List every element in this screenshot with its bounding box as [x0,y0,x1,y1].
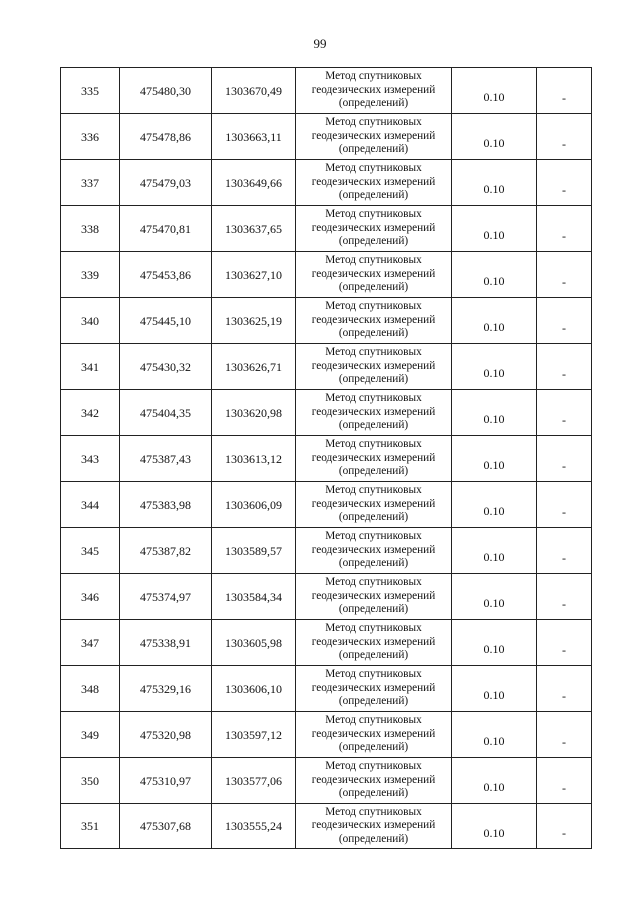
x-coordinate-cell: 475329,16 [120,666,212,712]
method-line: (определений) [338,557,409,570]
y-coordinate-cell: 1303584,34 [212,574,296,620]
method-line: геодезических измерений [311,83,436,96]
method-cell [296,528,452,574]
point-number-cell: 340 [61,298,120,344]
method-line: (определений) [338,465,409,478]
x-coordinate-cell: 475307,68 [120,804,212,849]
method-line: геодезических измерений [311,543,436,556]
coordinates-table [60,67,592,849]
method-line: Метод спутниковых [325,346,422,359]
description-cell [537,114,592,160]
accuracy-cell [452,252,537,298]
accuracy-cell-text: 0.10 [483,825,505,840]
accuracy-cell-text: 0.10 [483,780,505,794]
method-line: (определений) [338,419,409,432]
table-row [61,666,592,712]
method-line: (определений) [338,143,409,156]
description-cell [537,436,592,482]
method-line: (определений) [338,327,409,340]
description-cell [537,804,592,849]
page-number: 99 [313,36,327,51]
table-row [61,252,592,298]
method-cell [296,160,452,206]
method-line: Метод спутниковых [325,162,422,175]
method-line: Метод спутниковых [325,805,422,818]
method-line: Метод спутниковых [325,576,422,589]
accuracy-cell-text: 0.10 [483,274,505,288]
description-cell-text: - [562,504,566,519]
point-number-cell: 346 [61,574,120,620]
accuracy-cell [452,390,537,436]
x-coordinate-cell: 475383,98 [120,482,212,528]
y-coordinate-cell: 1303577,06 [212,758,296,804]
method-cell [296,344,452,390]
method-cell [296,436,452,482]
method-line: Метод спутниковых [325,70,422,83]
accuracy-cell-text: 0.10 [483,136,505,150]
method-line: геодезических измерений [311,727,436,740]
x-coordinate-cell: 475387,43 [120,436,212,482]
description-cell [537,620,592,666]
description-cell [537,160,592,206]
description-cell-text: - [562,366,566,381]
method-cell [296,758,452,804]
y-coordinate-cell: 1303663,11 [212,114,296,160]
y-coordinate-cell: 1303626,71 [212,344,296,390]
description-cell-text: - [562,136,566,151]
x-coordinate-cell: 475310,97 [120,758,212,804]
coordinates-table-body [61,68,592,849]
point-number-cell: 335 [61,68,120,114]
method-line: геодезических измерений [311,267,436,280]
point-number-cell: 349 [61,712,120,758]
accuracy-cell-text: 0.10 [483,90,505,104]
description-cell [537,528,592,574]
method-line: Метод спутниковых [325,392,422,405]
point-number-cell: 351 [61,804,120,849]
accuracy-cell [452,160,537,206]
accuracy-cell-text: 0.10 [483,642,505,656]
description-cell-text: - [562,458,566,473]
y-coordinate-cell: 1303597,12 [212,712,296,758]
table-row [61,206,592,252]
method-cell [296,298,452,344]
table-row [61,344,592,390]
y-coordinate-cell: 1303589,57 [212,528,296,574]
accuracy-cell [452,666,537,712]
description-cell [537,574,592,620]
method-cell [296,804,452,849]
x-coordinate-cell: 475387,82 [120,528,212,574]
x-coordinate-cell: 475445,10 [120,298,212,344]
x-coordinate-cell: 475453,86 [120,252,212,298]
accuracy-cell [452,758,537,804]
point-number-cell: 339 [61,252,120,298]
method-line: Метод спутниковых [325,760,422,773]
method-line: геодезических измерений [311,819,436,832]
table-row [61,712,592,758]
accuracy-cell-text: 0.10 [483,688,505,702]
method-line: Метод спутниковых [325,622,422,635]
method-line: геодезических измерений [311,221,436,234]
accuracy-cell-text: 0.10 [483,458,505,472]
method-line: геодезических измерений [311,175,436,188]
description-cell [537,344,592,390]
method-line: (определений) [338,649,409,662]
method-line: Метод спутниковых [325,208,422,221]
y-coordinate-cell: 1303606,10 [212,666,296,712]
method-cell [296,712,452,758]
description-cell [537,252,592,298]
x-coordinate-cell: 475404,35 [120,390,212,436]
accuracy-cell-text: 0.10 [483,734,505,748]
accuracy-cell [452,482,537,528]
description-cell [537,666,592,712]
point-number-cell: 341 [61,344,120,390]
table-row [61,482,592,528]
accuracy-cell [452,206,537,252]
table-row [61,620,592,666]
method-cell [296,390,452,436]
description-cell-text: - [562,780,566,795]
accuracy-cell [452,298,537,344]
method-line: Метод спутниковых [325,254,422,267]
method-line: Метод спутниковых [325,438,422,451]
table-row [61,114,592,160]
method-cell [296,206,452,252]
point-number-cell: 348 [61,666,120,712]
method-line: (определений) [338,787,409,800]
x-coordinate-cell: 475480,30 [120,68,212,114]
method-cell [296,482,452,528]
x-coordinate-cell: 475470,81 [120,206,212,252]
method-line: геодезических измерений [311,589,436,602]
point-number-cell: 337 [61,160,120,206]
point-number-cell: 336 [61,114,120,160]
accuracy-cell [452,114,537,160]
method-cell [296,574,452,620]
method-line: геодезических измерений [311,635,436,648]
description-cell-text: - [562,90,566,105]
accuracy-cell-text: 0.10 [483,550,505,564]
method-line: геодезических измерений [311,681,436,694]
method-cell [296,666,452,712]
description-cell-text: - [562,550,566,565]
method-line: геодезических измерений [311,359,436,372]
y-coordinate-cell: 1303625,19 [212,298,296,344]
description-cell [537,482,592,528]
accuracy-cell-text: 0.10 [483,182,505,196]
method-line: (определений) [338,741,409,754]
accuracy-cell [452,804,537,849]
accuracy-cell [452,68,537,114]
description-cell [537,298,592,344]
method-cell [296,114,452,160]
method-cell [296,252,452,298]
x-coordinate-cell: 475479,03 [120,160,212,206]
method-line: (определений) [338,189,409,202]
description-cell-text: - [562,412,566,427]
description-cell [537,712,592,758]
accuracy-cell-text: 0.10 [483,366,505,380]
point-number-cell: 344 [61,482,120,528]
accuracy-cell [452,436,537,482]
method-line: геодезических измерений [311,773,436,786]
description-cell-text: - [562,228,566,243]
x-coordinate-cell: 475338,91 [120,620,212,666]
description-cell-text: - [562,734,566,749]
description-cell-text: - [562,596,566,611]
accuracy-cell-text: 0.10 [483,228,505,242]
table-row [61,298,592,344]
description-cell [537,206,592,252]
method-line: геодезических измерений [311,405,436,418]
method-line: (определений) [338,832,409,845]
y-coordinate-cell: 1303606,09 [212,482,296,528]
point-number-cell: 345 [61,528,120,574]
y-coordinate-cell: 1303670,49 [212,68,296,114]
method-line: геодезических измерений [311,451,436,464]
method-line: Метод спутниковых [325,714,422,727]
description-cell-text: - [562,320,566,335]
y-coordinate-cell: 1303613,12 [212,436,296,482]
table-row [61,390,592,436]
method-line: геодезических измерений [311,497,436,510]
point-number-cell: 350 [61,758,120,804]
description-cell [537,390,592,436]
x-coordinate-cell: 475374,97 [120,574,212,620]
method-line: (определений) [338,603,409,616]
accuracy-cell-text: 0.10 [483,596,505,610]
method-line: Метод спутниковых [325,484,422,497]
method-line: Метод спутниковых [325,300,422,313]
method-line: Метод спутниковых [325,530,422,543]
description-cell-text: - [562,642,566,657]
x-coordinate-cell: 475430,32 [120,344,212,390]
description-cell-text: - [562,182,566,197]
method-line: Метод спутниковых [325,116,422,129]
accuracy-cell [452,712,537,758]
point-number-cell: 343 [61,436,120,482]
method-line: геодезических измерений [311,129,436,142]
accuracy-cell [452,574,537,620]
description-cell-text: - [562,274,566,289]
accuracy-cell-text: 0.10 [483,504,505,518]
table-row [61,68,592,114]
x-coordinate-cell: 475478,86 [120,114,212,160]
method-cell [296,68,452,114]
method-line: (определений) [338,281,409,294]
y-coordinate-cell: 1303555,24 [212,804,296,849]
method-line: (определений) [338,97,409,110]
table-row [61,758,592,804]
y-coordinate-cell: 1303620,98 [212,390,296,436]
table-row [61,436,592,482]
y-coordinate-cell: 1303649,66 [212,160,296,206]
point-number-cell: 342 [61,390,120,436]
table-row [61,160,592,206]
method-line: Метод спутниковых [325,668,422,681]
accuracy-cell [452,620,537,666]
description-cell-text: - [562,826,566,840]
description-cell-text: - [562,688,566,703]
y-coordinate-cell: 1303637,65 [212,206,296,252]
method-cell [296,620,452,666]
description-cell [537,758,592,804]
y-coordinate-cell: 1303605,98 [212,620,296,666]
method-line: (определений) [338,373,409,386]
description-cell [537,68,592,114]
method-line: (определений) [338,235,409,248]
table-row [61,804,592,849]
accuracy-cell [452,528,537,574]
x-coordinate-cell: 475320,98 [120,712,212,758]
table-row [61,574,592,620]
y-coordinate-cell: 1303627,10 [212,252,296,298]
method-line: геодезических измерений [311,313,436,326]
table-row [61,528,592,574]
accuracy-cell-text: 0.10 [483,320,505,334]
accuracy-cell [452,344,537,390]
method-line: (определений) [338,695,409,708]
accuracy-cell-text: 0.10 [483,412,505,426]
method-line: (определений) [338,511,409,524]
point-number-cell: 347 [61,620,120,666]
point-number-cell: 338 [61,206,120,252]
